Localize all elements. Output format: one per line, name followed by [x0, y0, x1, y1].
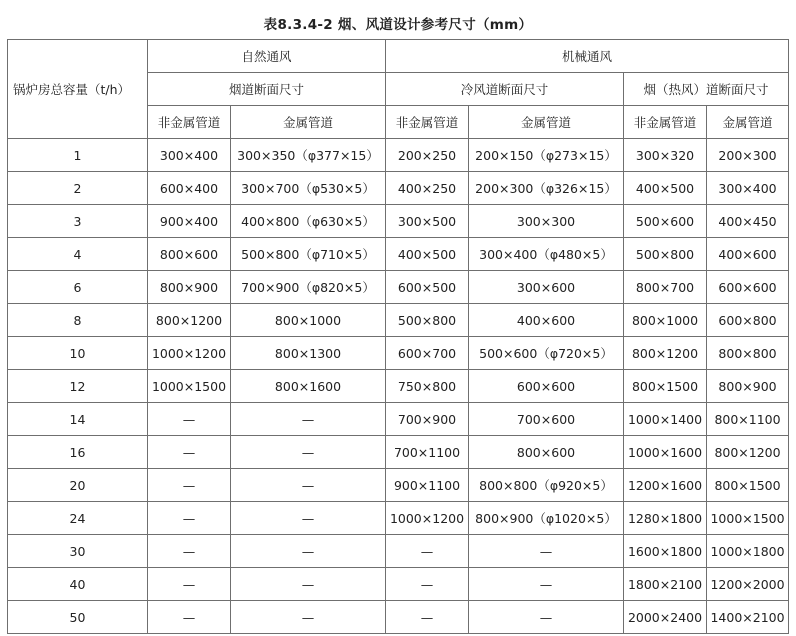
table-cell: 800×1500 [707, 469, 789, 502]
table-cell: — [231, 535, 386, 568]
table-cell: 1400×2100 [707, 601, 789, 634]
mechanical-ventilation-header: 机械通风 [386, 40, 789, 73]
capacity-cell: 16 [8, 436, 148, 469]
table-cell: — [148, 502, 231, 535]
table-cell: 400×500 [624, 172, 707, 205]
table-row [8, 403, 789, 436]
nonmetal-pipe-header: 非金属管道 [148, 106, 231, 139]
table-cell: 800×900（φ1020×5） [469, 502, 624, 535]
table-cell: 700×600 [469, 403, 624, 436]
table-cell: 300×600 [469, 271, 624, 304]
table-cell: 800×700 [624, 271, 707, 304]
table-cell: 1000×1600 [624, 436, 707, 469]
table-cell: 800×1200 [707, 436, 789, 469]
table-cell: 300×320 [624, 139, 707, 172]
table-cell: 800×1200 [148, 304, 231, 337]
table-cell: 800×600 [469, 436, 624, 469]
table-cell: 200×300（φ326×15） [469, 172, 624, 205]
capacity-cell: 24 [8, 502, 148, 535]
header-row-1 [8, 40, 789, 73]
table-cell: 500×800 [386, 304, 469, 337]
table-cell: 1000×1800 [707, 535, 789, 568]
table-cell: 900×400 [148, 205, 231, 238]
table-cell: 700×1100 [386, 436, 469, 469]
table-row [8, 436, 789, 469]
capacity-cell: 4 [8, 238, 148, 271]
table-cell: 800×1100 [707, 403, 789, 436]
table-row [8, 205, 789, 238]
hot-flue-section-header: 烟（热风）道断面尺寸 [624, 73, 789, 106]
table-cell: 300×500 [386, 205, 469, 238]
capacity-cell: 8 [8, 304, 148, 337]
table-row [8, 271, 789, 304]
metal-pipe-header: 金属管道 [707, 106, 789, 139]
table-cell: 200×300 [707, 139, 789, 172]
capacity-cell: 14 [8, 403, 148, 436]
table-cell: 1000×1500 [148, 370, 231, 403]
table-cell: 800×1200 [624, 337, 707, 370]
table-cell: — [148, 568, 231, 601]
metal-pipe-header: 金属管道 [469, 106, 624, 139]
table-row [8, 238, 789, 271]
table-cell: — [148, 436, 231, 469]
capacity-cell: 10 [8, 337, 148, 370]
capacity-header: 锅炉房总容量（t/h） [8, 40, 148, 139]
table-cell: 2000×2400 [624, 601, 707, 634]
table-cell: 900×1100 [386, 469, 469, 502]
table-row [8, 370, 789, 403]
table-cell: 1000×1400 [624, 403, 707, 436]
table-cell: 800×900 [148, 271, 231, 304]
table-cell: 300×700（φ530×5） [231, 172, 386, 205]
table-cell: — [148, 469, 231, 502]
table-cell: 800×1300 [231, 337, 386, 370]
table-cell: — [231, 568, 386, 601]
table-cell: 300×400 [707, 172, 789, 205]
table-cell: 1000×1200 [148, 337, 231, 370]
metal-pipe-header: 金属管道 [231, 106, 386, 139]
table-cell: 200×150（φ273×15） [469, 139, 624, 172]
table-cell: 400×600 [707, 238, 789, 271]
table-cell: — [148, 403, 231, 436]
table-cell: 500×600（φ720×5） [469, 337, 624, 370]
capacity-cell: 3 [8, 205, 148, 238]
table-cell: 500×800（φ710×5） [231, 238, 386, 271]
table-cell: 400×800（φ630×5） [231, 205, 386, 238]
table-cell: — [469, 568, 624, 601]
table-row [8, 469, 789, 502]
table-cell: 800×1000 [231, 304, 386, 337]
table-cell: — [469, 601, 624, 634]
table-cell: 300×350（φ377×15） [231, 139, 386, 172]
capacity-cell: 40 [8, 568, 148, 601]
table-cell: — [231, 403, 386, 436]
table-row [8, 337, 789, 370]
table-cell: — [231, 601, 386, 634]
table-caption: 表8.3.4-2 烟、风道设计参考尺寸（mm） [263, 17, 533, 33]
table-cell: — [469, 535, 624, 568]
table-cell: 800×1500 [624, 370, 707, 403]
capacity-cell: 20 [8, 469, 148, 502]
table-cell: 800×900 [707, 370, 789, 403]
table-cell: 600×600 [707, 271, 789, 304]
duct-size-table [7, 39, 789, 634]
table-cell: 600×700 [386, 337, 469, 370]
nonmetal-pipe-header: 非金属管道 [624, 106, 707, 139]
table-cell: 600×500 [386, 271, 469, 304]
table-cell: — [231, 502, 386, 535]
table-cell: 750×800 [386, 370, 469, 403]
table-cell: — [231, 436, 386, 469]
table-cell: 800×1000 [624, 304, 707, 337]
table-cell: 700×900 [386, 403, 469, 436]
capacity-cell: 2 [8, 172, 148, 205]
flue-section-header: 烟道断面尺寸 [148, 73, 386, 106]
cold-air-section-header: 冷风道断面尺寸 [386, 73, 624, 106]
table-cell: 1600×1800 [624, 535, 707, 568]
table-cell: 500×600 [624, 205, 707, 238]
table-cell: 200×250 [386, 139, 469, 172]
table-cell: 1000×1200 [386, 502, 469, 535]
table-cell: 800×800 [707, 337, 789, 370]
table-cell: 500×800 [624, 238, 707, 271]
table-row [8, 502, 789, 535]
table-cell: — [148, 535, 231, 568]
table-cell: 600×600 [469, 370, 624, 403]
table-cell: 600×400 [148, 172, 231, 205]
table-row [8, 601, 789, 634]
table-cell: 300×400（φ480×5） [469, 238, 624, 271]
table-cell: — [386, 568, 469, 601]
table-cell: 400×250 [386, 172, 469, 205]
table-row [8, 535, 789, 568]
table-cell: 1200×1600 [624, 469, 707, 502]
table-row [8, 172, 789, 205]
table-cell: — [386, 535, 469, 568]
capacity-cell: 50 [8, 601, 148, 634]
table-cell: 1000×1500 [707, 502, 789, 535]
nonmetal-pipe-header: 非金属管道 [386, 106, 469, 139]
capacity-cell: 30 [8, 535, 148, 568]
table-cell: 700×900（φ820×5） [231, 271, 386, 304]
table-cell: 600×800 [707, 304, 789, 337]
capacity-cell: 12 [8, 370, 148, 403]
capacity-cell: 6 [8, 271, 148, 304]
table-cell: — [148, 601, 231, 634]
table-cell: 400×500 [386, 238, 469, 271]
table-cell: 800×600 [148, 238, 231, 271]
table-row [8, 304, 789, 337]
table-cell: — [386, 601, 469, 634]
table-cell: 400×450 [707, 205, 789, 238]
table-row [8, 139, 789, 172]
natural-ventilation-header: 自然通风 [148, 40, 386, 73]
table-row [8, 568, 789, 601]
table-cell: 1280×1800 [624, 502, 707, 535]
table-cell: 400×600 [469, 304, 624, 337]
table-cell: — [231, 469, 386, 502]
capacity-cell: 1 [8, 139, 148, 172]
table-cell: 800×800（φ920×5） [469, 469, 624, 502]
table-cell: 1800×2100 [624, 568, 707, 601]
table-cell: 800×1600 [231, 370, 386, 403]
table-cell: 300×300 [469, 205, 624, 238]
table-cell: 300×400 [148, 139, 231, 172]
table-cell: 1200×2000 [707, 568, 789, 601]
